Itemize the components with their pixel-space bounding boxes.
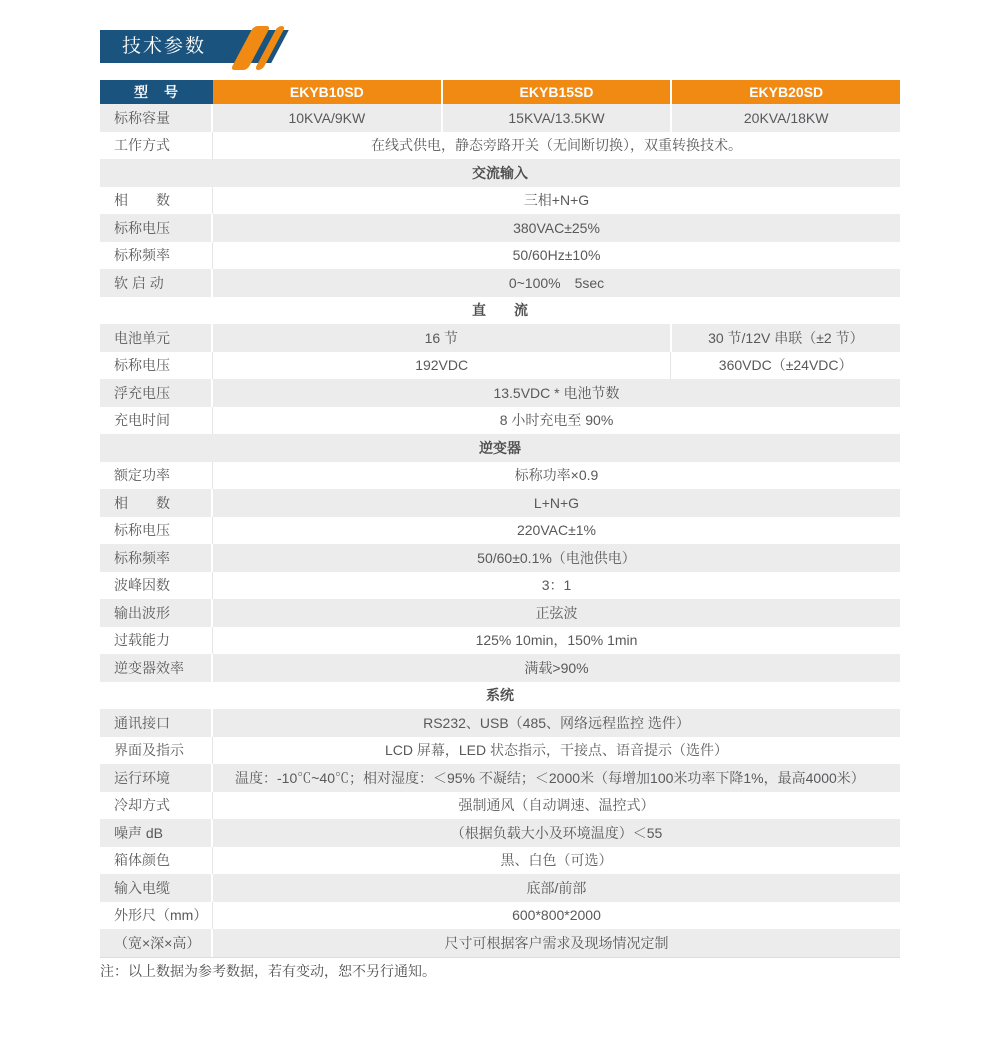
row-label: 工作方式 — [100, 132, 213, 160]
table-row — [100, 407, 900, 435]
product-column-header: EKYB10SD — [213, 80, 441, 104]
row-label: 额定功率 — [100, 462, 213, 490]
row-value: 温度：-10℃~40℃；相对湿度：＜95% 不凝结；＜2000米（每增加100米功率下降1%，最高4000米） — [235, 769, 865, 786]
row-label: 输入电缆 — [100, 874, 213, 902]
row-label: 噪声 dB — [100, 819, 213, 847]
table-row — [100, 572, 900, 600]
row-label: 软 启 动 — [100, 269, 213, 297]
product-column-header: EKYB15SD — [441, 80, 671, 104]
row-value: 220VAC±1% — [516, 522, 597, 539]
table-row — [100, 517, 900, 545]
table-row — [100, 214, 900, 242]
row-value: 满载>90% — [524, 659, 589, 676]
row-label: 电池单元 — [100, 324, 213, 352]
row-value: 20KVA/18KW — [743, 109, 829, 126]
row-value: 50/60±0.1%（电池供电） — [477, 549, 636, 566]
row-label: 标称电压 — [100, 352, 213, 380]
row-value: 0~100% 5sec — [508, 274, 605, 291]
footnote: 注：以上数据为参考数据，若有变动，恕不另行通知。 — [100, 963, 436, 979]
row-value: 标称功率×0.9 — [514, 467, 599, 484]
row-label: 过载能力 — [100, 627, 213, 655]
table-row — [100, 737, 900, 765]
row-value: 30 节/12V 串联（±2 节） — [708, 329, 864, 346]
row-label: 相 数 — [100, 489, 213, 517]
row-value: 10KVA/9KW — [213, 104, 443, 132]
row-label: 逆变器效率 — [100, 654, 213, 682]
table-row — [100, 627, 900, 655]
table-row — [100, 819, 900, 847]
section-header-row: 直 流 — [100, 297, 900, 325]
row-label: 相 数 — [100, 187, 213, 215]
row-value: 16 节 — [213, 324, 672, 352]
table-row — [100, 462, 900, 490]
table-row — [100, 269, 900, 297]
row-value: 8 小时充电至 90% — [499, 412, 614, 429]
row-label: 箱体颜色 — [100, 847, 213, 875]
row-label: 运行环境 — [100, 764, 213, 792]
row-label: 通讯接口 — [100, 709, 213, 737]
row-value: （根据负载大小及环境温度）＜55 — [450, 824, 663, 841]
row-value: 强制通风（自动调速、温控式） — [458, 797, 655, 814]
row-value: 125% 10min，150% 1min — [475, 632, 638, 649]
row-value: 13.5VDC * 电池节数 — [493, 384, 620, 401]
row-value: 15KVA/13.5KW — [443, 104, 673, 132]
table-body — [100, 104, 900, 957]
row-value: 380VAC±25% — [513, 219, 600, 236]
row-value: RS232、USB（485、网络远程监控 选件） — [423, 714, 690, 731]
table-row — [100, 847, 900, 875]
row-label: 充电时间 — [100, 407, 213, 435]
row-label: 标称电压 — [100, 517, 213, 545]
row-label: 标称容量 — [100, 104, 213, 132]
spec-table — [100, 80, 900, 958]
table-row — [100, 132, 900, 160]
row-value: 正弦波 — [535, 604, 578, 621]
table-row — [100, 104, 900, 132]
product-column-header: EKYB20SD — [670, 80, 900, 104]
table-row — [100, 929, 900, 957]
table-row — [100, 187, 900, 215]
row-value: 尺寸可根据客户需求及现场情况定制 — [444, 934, 669, 951]
row-label: 冷却方式 — [100, 792, 213, 820]
section-header-row: 系统 — [100, 682, 900, 710]
table-row — [100, 764, 900, 792]
page-title: 技术参数 — [122, 36, 207, 57]
table-row — [100, 489, 900, 517]
row-label: 浮充电压 — [100, 379, 213, 407]
title-banner — [100, 30, 330, 63]
row-label: 界面及指示 — [100, 737, 213, 765]
table-row — [100, 544, 900, 572]
table-row — [100, 874, 900, 902]
section-header-row: 逆变器 — [100, 434, 900, 462]
table-row — [100, 792, 900, 820]
table-row — [100, 352, 900, 380]
row-value: 192VDC — [213, 352, 671, 380]
row-value: 底部/前部 — [526, 879, 587, 896]
row-label: 波峰因数 — [100, 572, 213, 600]
table-row — [100, 379, 900, 407]
table-row — [100, 324, 900, 352]
row-value: LCD 屏幕，LED 状态指示，干接点、语音提示（选件） — [384, 742, 729, 759]
section-header-row: 交流输入 — [100, 159, 900, 187]
row-value: 50/60Hz±10% — [512, 247, 601, 264]
row-label: 标称频率 — [100, 544, 213, 572]
row-label: （宽×深×高） — [100, 929, 213, 957]
model-column-header: 型 号 — [100, 80, 213, 104]
row-label: 标称频率 — [100, 242, 213, 270]
table-row — [100, 599, 900, 627]
row-value: L+N+G — [533, 494, 580, 511]
row-value: 黒、白色（可选） — [500, 852, 613, 869]
row-value: 三相+N+G — [523, 192, 590, 209]
row-value: 360VDC（±24VDC） — [718, 357, 853, 374]
row-label: 标称电压 — [100, 214, 213, 242]
table-header-row — [100, 80, 900, 104]
row-value: 600*800*2000 — [512, 907, 601, 924]
table-row — [100, 709, 900, 737]
row-value: 3：1 — [541, 577, 572, 594]
row-label: 外形尺（mm） — [100, 902, 213, 930]
table-row — [100, 654, 900, 682]
row-label: 输出波形 — [100, 599, 213, 627]
row-value: 在线式供电，静态旁路开关（无间断切换），双重转换技术。 — [371, 137, 742, 154]
table-row — [100, 242, 900, 270]
table-row — [100, 902, 900, 930]
